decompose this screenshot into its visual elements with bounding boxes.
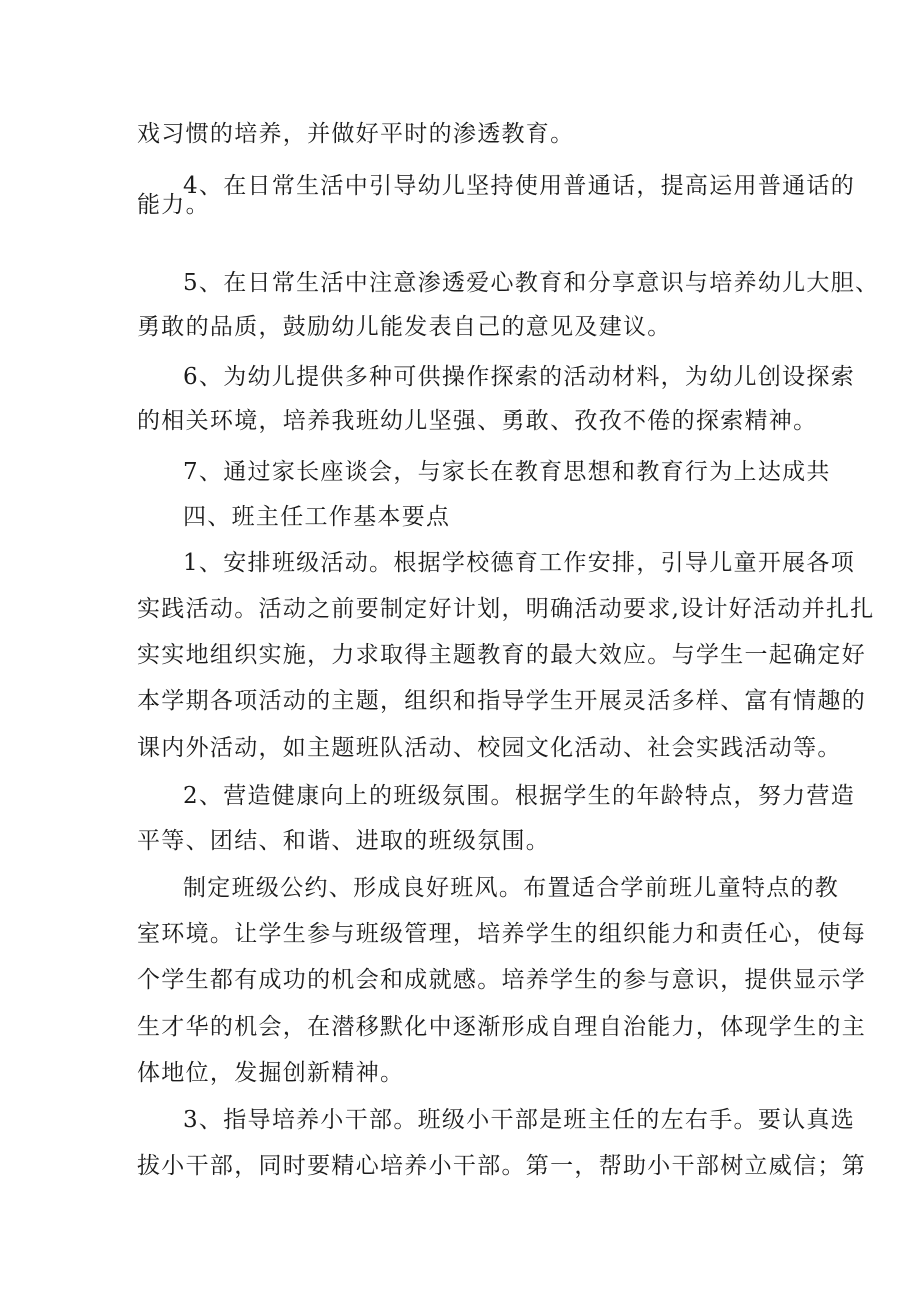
text-line-15: 2、营造健康向上的班级氛围。根据学生的年龄特点，努力营造 <box>183 783 856 809</box>
text-line-8: 7、通过家长座谈会，与家长在教育思想和教育行为上达成共 <box>183 459 831 485</box>
text-line-2: 4、在日常生活中引导幼儿坚持使用普通话，提高运用普通话的 <box>183 173 856 199</box>
text-line-5: 勇敢的品质，鼓励幼儿能发表自己的意见及建议。 <box>137 314 672 340</box>
text-line-17: 制定班级公约、形成良好班风。布置适合学前班儿童特点的教 <box>183 875 840 901</box>
text-line-4: 5、在日常生活中注意渗透爱心教育和分享意识与培养幼儿大胆、 <box>183 270 880 296</box>
text-line-12: 实实地组织实施，力求取得主题教育的最大效应。与学生一起确定好 <box>137 642 866 668</box>
text-line-23: 拔小干部，同时要精心培养小干部。第一，帮助小干部树立威信；第 <box>137 1153 866 1179</box>
text-line-1: 戏习惯的培养，并做好平时的渗透教育。 <box>137 121 575 147</box>
text-line-14: 课内外活动，如主题班队活动、校园文化活动、社会实践活动等。 <box>137 735 842 761</box>
text-line-10: 1、安排班级活动。根据学校德育工作安排，引导儿童开展各项 <box>183 550 856 576</box>
text-line-18: 室环境。让学生参与班级管理，培养学生的组织能力和责任心，使每 <box>137 921 866 947</box>
section-heading: 四、班主任工作基本要点 <box>183 504 451 530</box>
text-line-7: 的相关环境，培养我班幼儿坚强、勇敢、孜孜不倦的探索精神。 <box>137 408 818 434</box>
text-line-6: 6、为幼儿提供多种可供操作探索的活动材料，为幼儿创设探索 <box>183 364 856 390</box>
text-line-22: 3、指导培养小干部。班级小干部是班主任的左右手。要认真选 <box>183 1107 856 1133</box>
text-line-21: 体地位，发掘创新精神。 <box>137 1060 405 1086</box>
text-line-13: 本学期各项活动的主题，组织和指导学生开展灵活多样、富有情趣的 <box>137 688 866 714</box>
text-line-20: 生才华的机会，在潜移默化中逐渐形成自理自治能力，体现学生的主 <box>137 1014 866 1040</box>
text-line-3: 能力。 <box>137 192 210 218</box>
text-line-11: 实践活动。活动之前要制定好计划，明确活动要求,设计好活动并扎扎 <box>137 596 875 622</box>
text-line-19: 个学生都有成功的机会和成就感。培养学生的参与意识，提供显示学 <box>137 967 866 993</box>
text-line-16: 平等、团结、和谐、进取的班级氛围。 <box>137 828 551 854</box>
